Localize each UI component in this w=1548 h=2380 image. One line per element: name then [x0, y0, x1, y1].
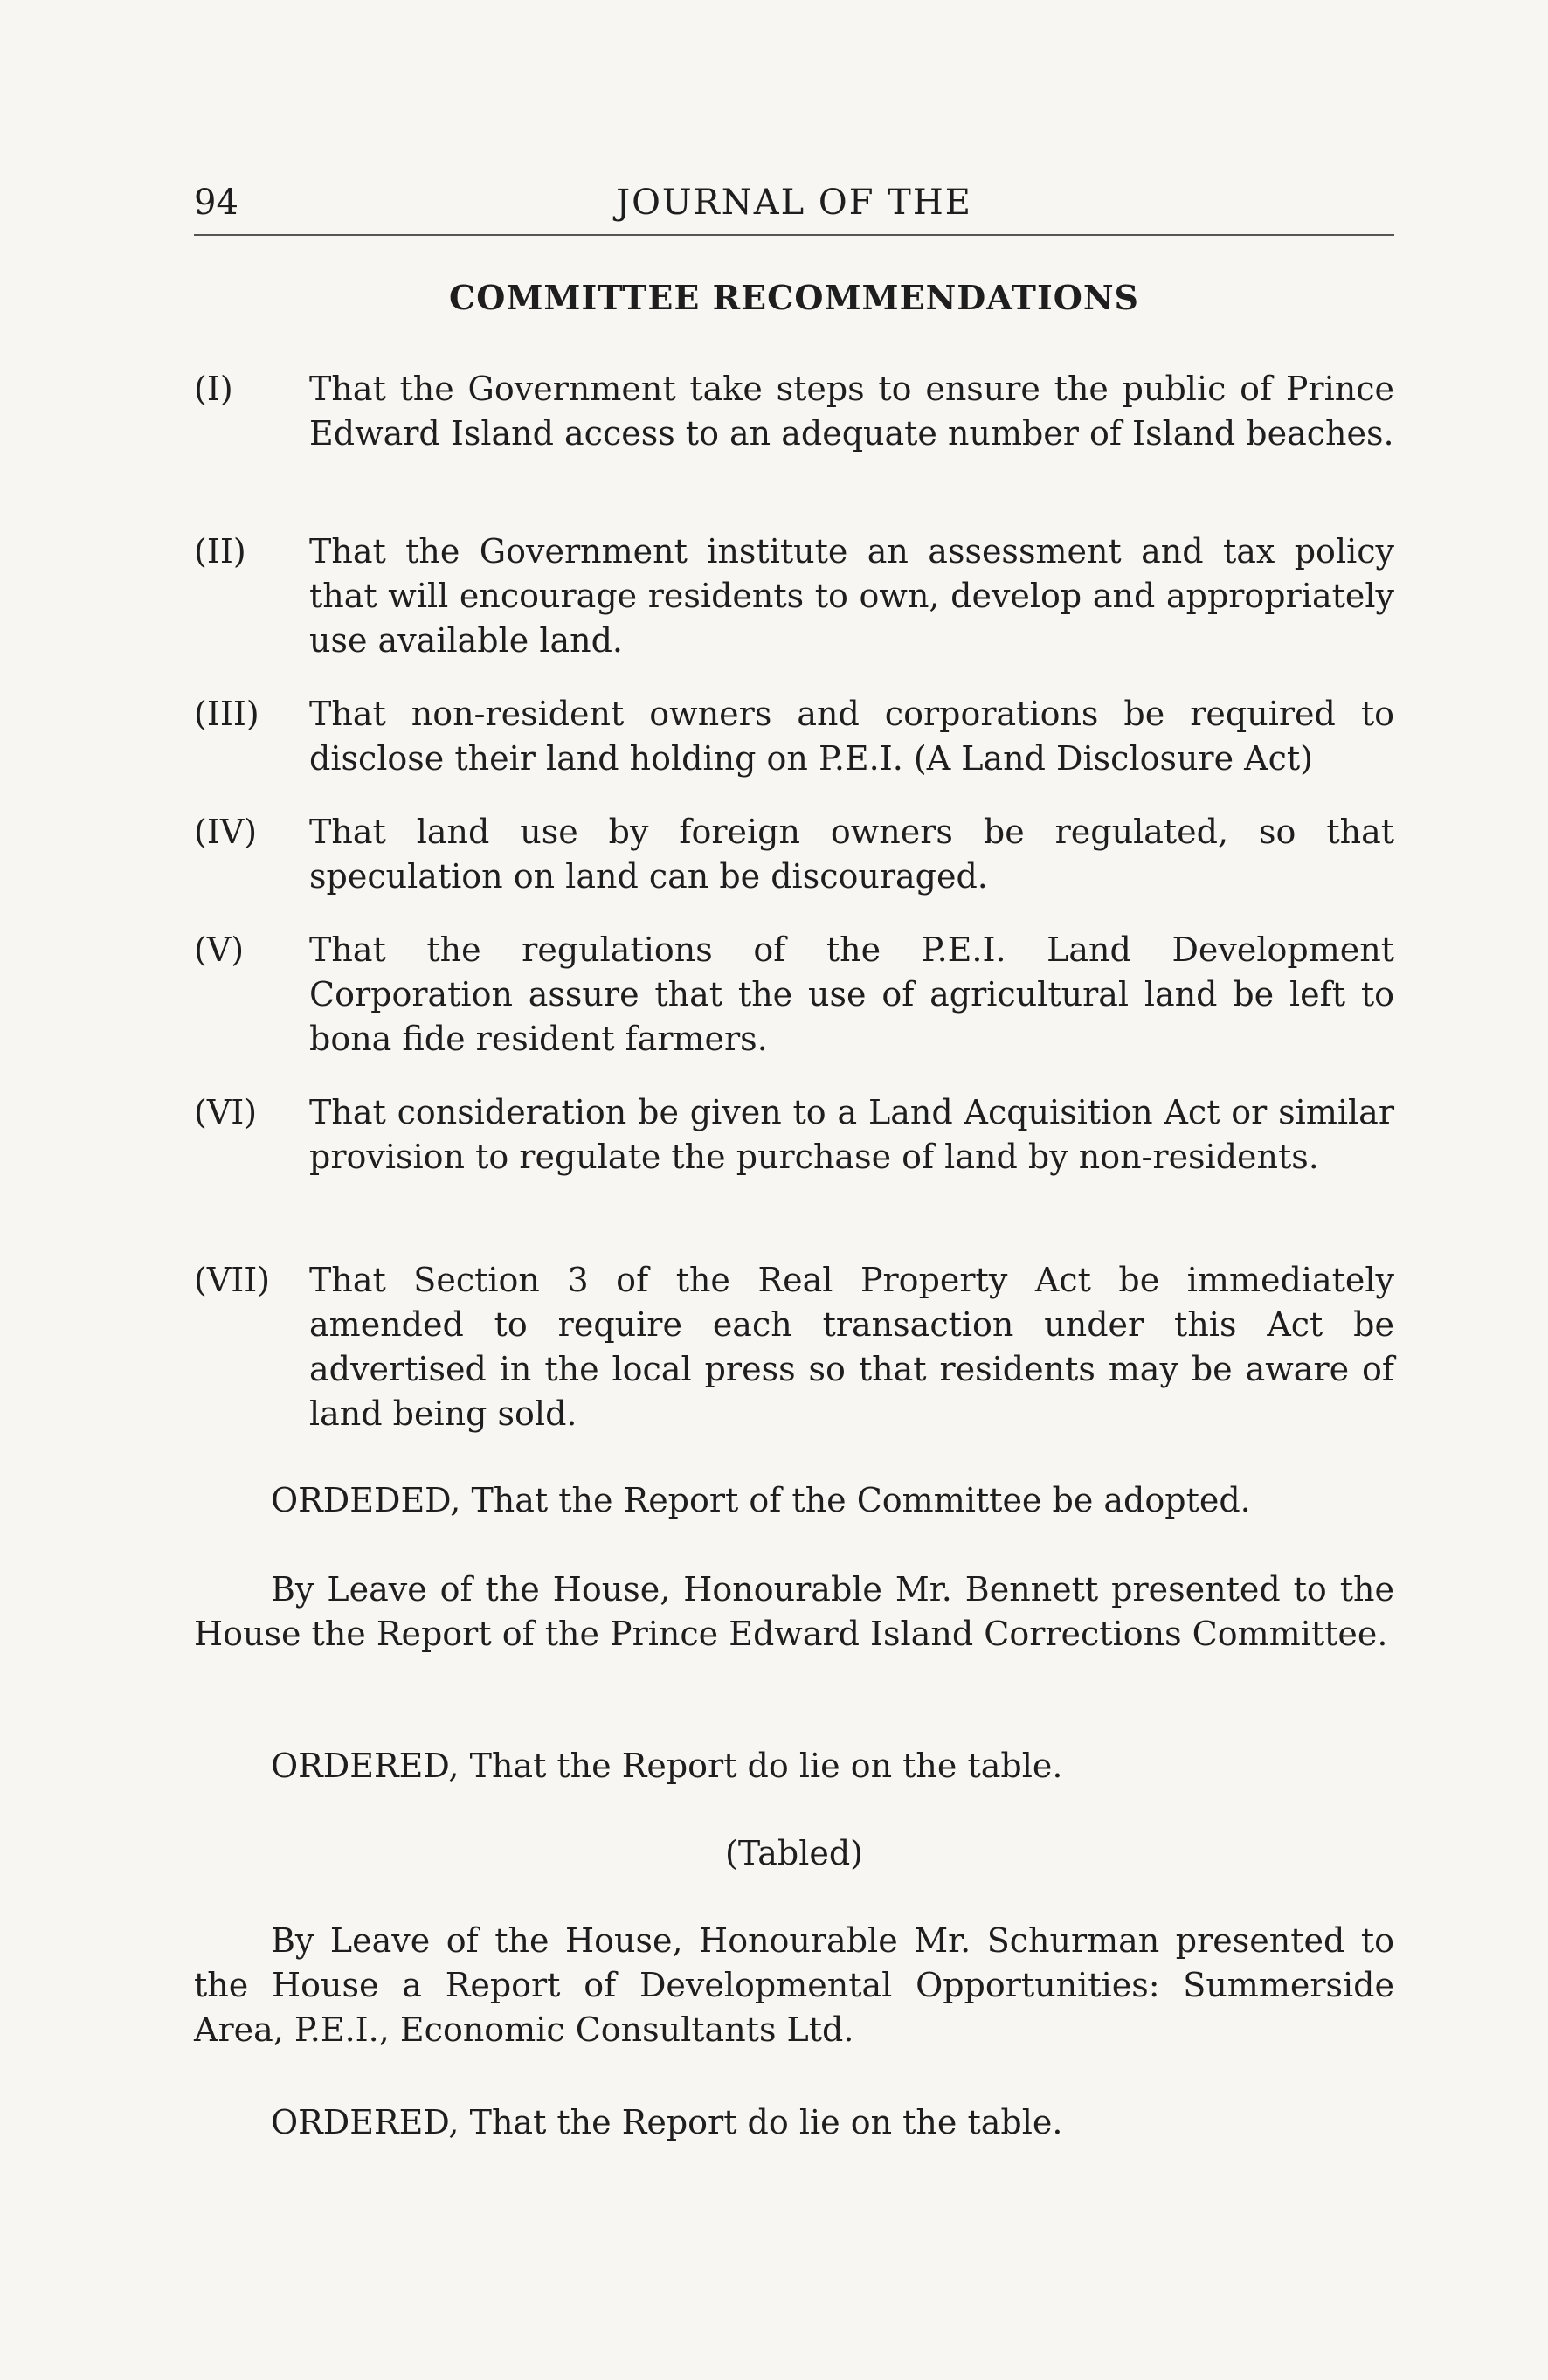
recommendation-text: That the regulations of the P.E.I. Land Development Corporation assure that the use of agricultural land be left to bona fide resident farmers.	[309, 931, 1394, 1058]
tabled-note: (Tabled)	[725, 1834, 863, 1872]
page-header	[194, 182, 1394, 236]
order-paragraph: ORDERED, That the Report do lie on the table.	[271, 1747, 1063, 1785]
recommendation-text: That consideration be given to a Land Acquisition Act or similar provision to regulate the purchase of land by non-residents.	[309, 1093, 1394, 1176]
recommendation-number: (III)	[194, 695, 259, 733]
order-paragraph: ORDEDED, That the Report of the Committee be adopted.	[271, 1481, 1251, 1519]
recommendation-text: That land use by foreign owners be regulated, so that speculation on land can be discouraged.	[309, 813, 1394, 896]
running-head: JOURNAL OF THE	[616, 183, 972, 223]
recommendation-number: (IV)	[194, 813, 258, 851]
section-title: COMMITTEE RECOMMENDATIONS	[448, 278, 1139, 317]
recommendation-number: (VI)	[194, 1093, 258, 1131]
recommendation-number: (II)	[194, 532, 246, 571]
order-paragraph: ORDERED, That the Report do lie on the table.	[271, 2103, 1063, 2141]
recommendation-text: That the Government institute an assessment and tax policy that will encourage residents to own, develop and appropriately use available land.	[309, 532, 1394, 660]
recommendation-text: That non-resident owners and corporations be required to disclose their land holding on P.E.I. (A Land Disclosure Act)	[309, 695, 1394, 778]
recommendation-text: That the Government take steps to ensure the public of Prince Edward Island access to an adequate number of Island beaches.	[309, 370, 1394, 453]
recommendation-number: (V)	[194, 931, 245, 969]
leave-paragraph: By Leave of the House, Honourable Mr. Bennett presented to the House the Report of the Prince Edward Island Corrections Committee.	[194, 1570, 1394, 1653]
recommendation-number: (I)	[194, 370, 233, 408]
leave-paragraph: By Leave of the House, Honourable Mr. Schurman presented to the House a Report of Developmental Opportunities: Summerside Area, P.E.I., Economic Consultants Ltd.	[194, 1921, 1394, 2049]
page-number: 94	[194, 183, 238, 223]
recommendation-number: (VII)	[194, 1261, 271, 1299]
recommendation-text: That Section 3 of the Real Property Act be immediately amended to require each transaction under this Act be advertised in the local press so that residents may be aware of land being sold.	[309, 1261, 1394, 1433]
